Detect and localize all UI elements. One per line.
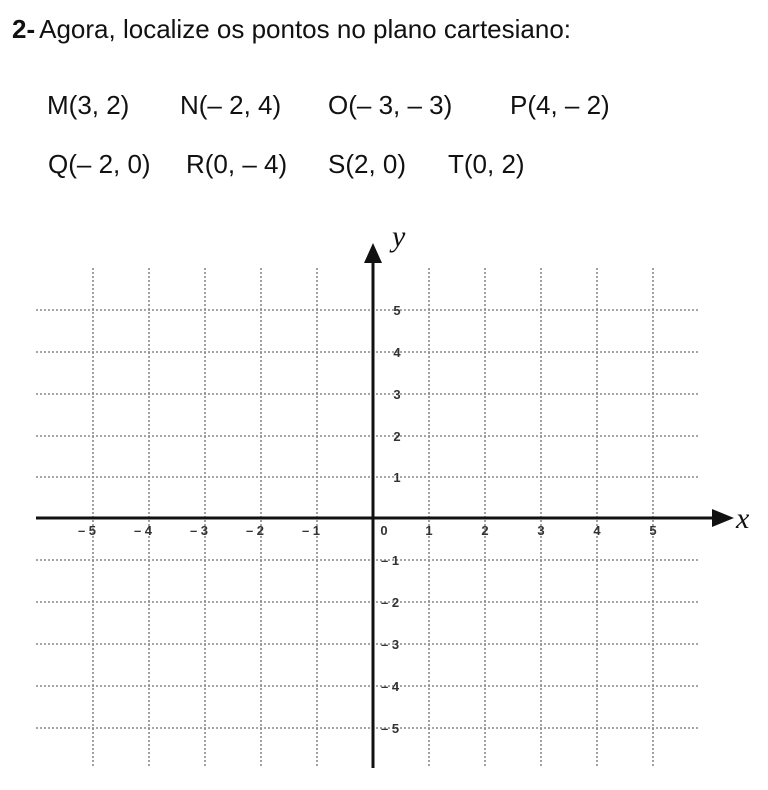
point-label-r: R(0, – 4) [186,149,288,179]
point-label-t: T(0, 2) [448,149,525,179]
x-tick-3: 3 [537,523,545,538]
y-tick-3: 3 [393,387,401,402]
x-tick-neg3: – 3 [189,523,209,538]
y-tick-1: 1 [393,470,401,485]
y-tick-5: 5 [393,303,401,318]
origin-label: 0 [380,523,388,538]
point-label-q: Q(– 2, 0) [48,149,151,179]
x-tick-1: 1 [425,523,433,538]
x-axis-label: x [736,502,750,535]
x-tick-neg4: – 4 [133,523,153,538]
x-tick-5: 5 [649,523,657,538]
y-tick-2: 2 [393,429,401,444]
y-tick-neg3: – 3 [381,637,400,652]
x-tick-labels [78,523,657,538]
point-label-o: O(– 3, – 3) [328,90,453,120]
y-axis-arrow-icon [364,243,382,263]
point-label-m: M(3, 2) [47,90,130,120]
x-tick-2: 2 [481,523,489,538]
y-tick-neg5: – 5 [381,721,400,736]
point-label-s: S(2, 0) [328,149,407,179]
x-tick-4: 4 [593,523,601,538]
x-tick-neg5: – 5 [77,523,97,538]
x-tick-neg2: – 2 [245,523,265,538]
y-tick-4: 4 [393,345,401,360]
question-number: 2- [12,14,36,44]
x-axis-arrow-icon [712,509,734,527]
y-tick-neg4: – 4 [381,679,400,694]
point-label-n: N(– 2, 4) [180,90,282,120]
y-tick-neg2: – 2 [381,595,400,610]
question-prompt: Agora, localize os pontos no plano cartesiano: [39,14,572,44]
x-tick-neg1: – 1 [301,523,321,538]
y-axis-label: y [392,220,406,253]
point-label-p: P(4, – 2) [510,90,610,120]
y-tick-neg1: – 1 [381,553,400,568]
